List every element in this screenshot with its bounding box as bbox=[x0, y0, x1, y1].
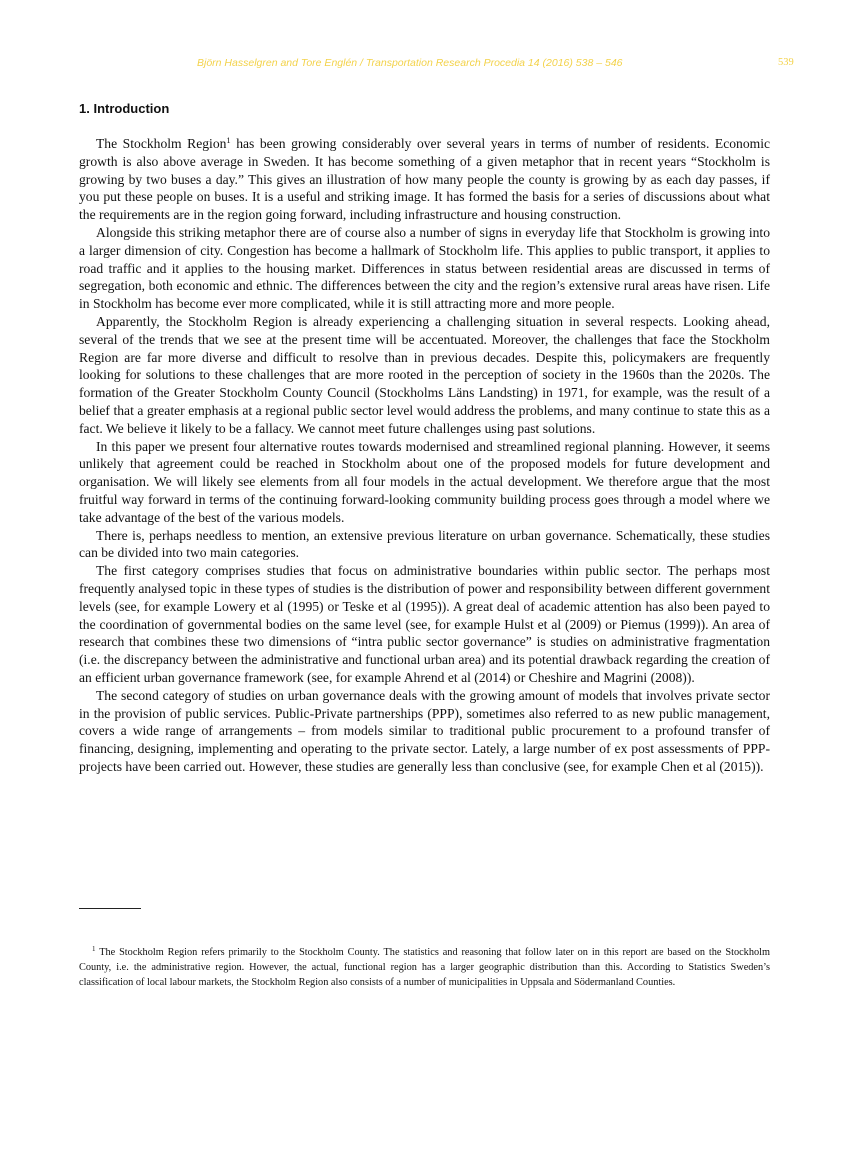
paragraph-5: There is, perhaps needless to mention, an extensive previous literature on urban governance. Schematically, these studies can be divided into two main categories. bbox=[79, 527, 770, 561]
footnote-text: The Stockholm Region refers primarily to the Stockholm County. The statistics and reasoning that follow later on in this report are based on the Stockholm County, i.e. the administrative region. However, the actual, functional region has a larger geographic distribution than this. According to Statistics Sweden’s classification of local labour markets, the Stockholm Region also consists of a number of municipalities in Uppsala and Södermanland Counties. bbox=[79, 947, 770, 989]
paragraph-1-lead: The Stockholm Region bbox=[96, 136, 227, 151]
footnote-separator bbox=[79, 908, 141, 909]
paragraph-3: Apparently, the Stockholm Region is already experiencing a challenging situation in several respects. Looking ahead, several of the trends that we see at the present time will be accentuated. Moreover, the challenges that face the Stockholm Region are far more diverse and difficult to resolve than in previous decades. Despite this, policymakers are frequently looking for solutions to these challenges that are more rooted in the perception of society in the 1960s than the 2020s. The formation of the Greater Stockholm County Council (Stockholms Läns Landsting) in 1971, for example, was the result of a belief that a greater emphasis at a regional public sector level would address the problems, and many continue to state this as a fact. We believe it likely to be a fallacy. We cannot meet future challenges using past solutions. bbox=[79, 313, 770, 436]
paragraph-7: The second category of studies on urban governance deals with the growing amount of models that involves private sector in the provision of public services. Public-Private partnerships (PPP), sometimes also referred to as new public management, covers a wide range of arrangements – from models similar to traditional public procurement to a profound transfer of financing, designing, implementing and operating to the private sector. Lately, a large number of ex post assessments of PPP-projects have been carried out. However, these studies are generally less than conclusive (see, for example Chen et al (2015)). bbox=[79, 687, 770, 774]
page-number: 539 bbox=[778, 57, 794, 68]
paragraph-2: Alongside this striking metaphor there are of course also a number of signs in everyday life that Stockholm is growing into a larger dimension of city. Congestion has become a hallmark of Stockholm life. This applies to public transport, it applies to road traffic and it applies to the housing market. Differences in status between residential areas are discussed in terms of segregation, both economic and ethnic. The differences between the city and the region’s extensive rural areas have risen. Life in Stockholm has become ever more complicated, while it is still attracting more and more people. bbox=[79, 224, 770, 312]
running-title: Björn Hasselgren and Tore Englén / Transportation Research Procedia 14 (2016) 538 – 546 bbox=[197, 57, 623, 69]
paragraph-1-rest: has been growing considerably over several years in terms of number of residents. Economic growth is also above average in Sweden. It has become something of a given metaphor that in recent years “Stockholm is growing by two buses a day.” This gives an illustration of how many people the county is growing by as each day passes, if you put these people on buses. It is a useful and striking image. It has formed the basis for a series of discussions about what the requirements are in the region going forward, including infrastructure and housing construction. bbox=[79, 136, 771, 223]
footnote-reference[interactable]: 1 bbox=[226, 135, 231, 145]
body-text bbox=[79, 135, 770, 776]
section-heading: 1. Introduction bbox=[79, 101, 170, 116]
footnote bbox=[79, 945, 770, 991]
footnote-marker: 1 bbox=[92, 945, 96, 953]
paragraph-4: In this paper we present four alternative routes towards modernised and streamlined regional planning. However, it seems unlikely that agreement could be reached in Stockholm about one of the proposed models for future development and organisation. We will likely see elements from all four models in the actual development. We therefore argue that the most fruitful way forward in terms of the continuing forward-looking community building process goes through a model where we take advantage of the best of the various models. bbox=[79, 438, 770, 525]
paragraph-6: The first category comprises studies that focus on administrative boundaries within public sector. The perhaps most frequently analysed topic in these types of studies is the distribution of power and responsibility between different government levels (see, for example Lowery et al (1995) or Teske et al (1995)). A great deal of academic attention has also been payed to the coordination of governmental bodies on the same level (see, for example Hulst et al (2009) or Piemus (1999)). An area of research that combines these two dimensions of “intra public sector governance” is studies on administrative fragmentation (i.e. the discrepancy between the administrative and functional urban area) and its potential drawback regarding the creation of an efficient urban governance framework (see, for example Ahrend et al (2014) or Cheshire and Magrini (2008)). bbox=[79, 563, 770, 685]
paragraph-1 bbox=[79, 135, 770, 224]
